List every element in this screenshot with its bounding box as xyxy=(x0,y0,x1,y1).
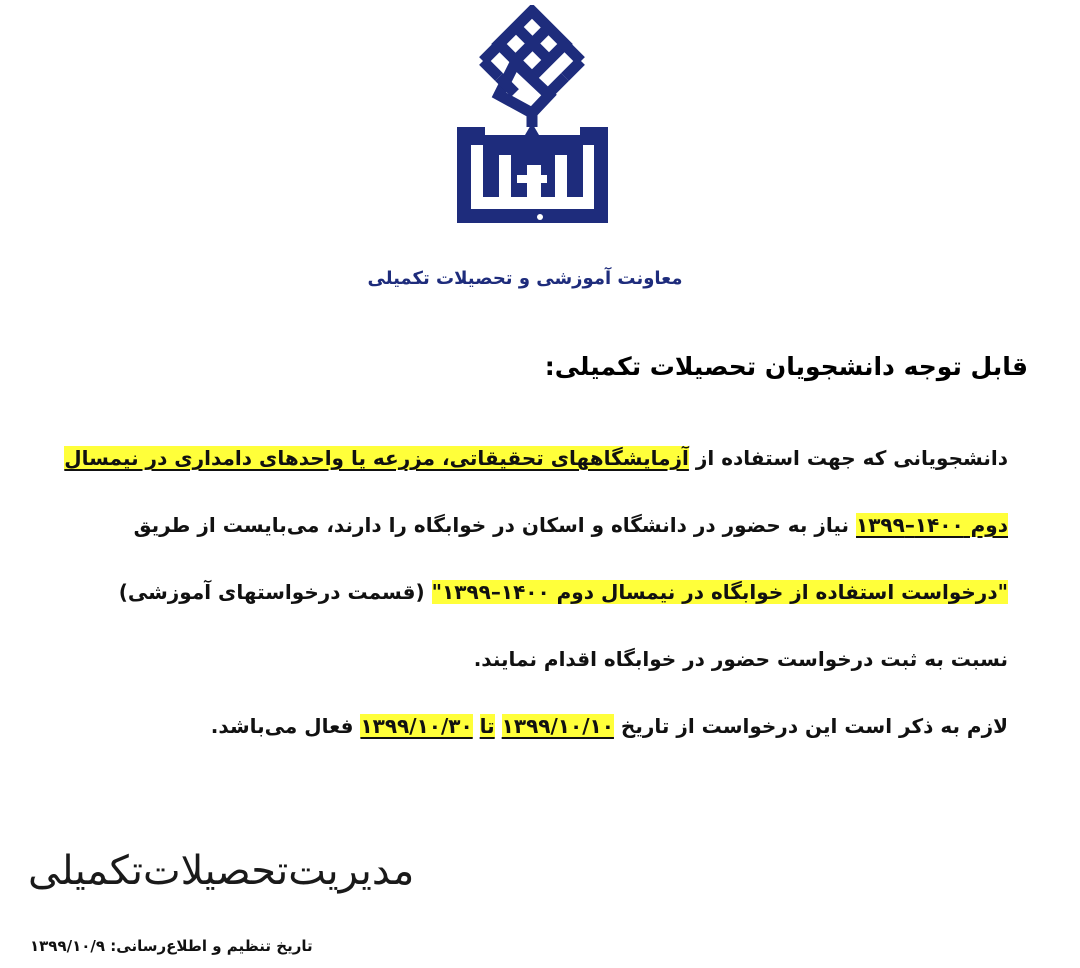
highlighted-text: آزمایشگاههای تحقیقاتی، مزرعه یا واحدهای دامداری در نیمسال xyxy=(64,446,689,470)
notice-body xyxy=(40,425,1008,763)
notice-text: لازم به ذکر است این درخواست از تاریخ xyxy=(620,714,1008,738)
issue-date xyxy=(30,937,313,955)
highlighted-word: تا xyxy=(479,714,495,738)
university-emblem-icon xyxy=(455,5,610,230)
notice-title: قابل توجه دانشجویان تحصیلات تکمیلی: xyxy=(544,352,1028,381)
notice-text: فعال می‌باشد. xyxy=(210,714,354,738)
notice-line-1 xyxy=(40,425,1008,492)
notice-line-2 xyxy=(40,492,1008,559)
notice-text: (قسمت درخواستهای آموزشی) xyxy=(118,580,425,604)
highlighted-end-date: ۱۳۹۹/۱۰/۳۰ xyxy=(360,714,473,738)
notice-line-5 xyxy=(40,693,1008,763)
office-signature: مدیریت‌تحصیلات‌تکمیلی xyxy=(28,848,415,894)
issue-date-value: ۱۳۹۹/۱۰/۹ xyxy=(30,937,106,955)
highlighted-semester: دوم ۱۴۰۰–۱۳۹۹ xyxy=(856,513,1008,537)
highlighted-start-date: ۱۳۹۹/۱۰/۱۰ xyxy=(501,714,614,738)
highlighted-request-name: "درخواست استفاده از خوابگاه در نیمسال دوم ۱۴۰۰–۱۳۹۹" xyxy=(431,580,1008,604)
issue-date-label: تاریخ تنظیم و اطلاع‌رسانی: xyxy=(110,937,313,955)
notice-line-3 xyxy=(40,559,1008,626)
department-name: معاونت آموزشی و تحصیلات تکمیلی xyxy=(367,268,683,289)
notice-text: دانشجویانی که جهت استفاده از xyxy=(695,446,1008,470)
notice-line-4: نسبت به ثبت درخواست حضور در خوابگاه اقدام نمایند. xyxy=(473,647,1008,671)
notice-text: نیاز به حضور در دانشگاه و اسکان در خوابگاه را دارند، می‌بایست از طریق xyxy=(133,513,850,537)
